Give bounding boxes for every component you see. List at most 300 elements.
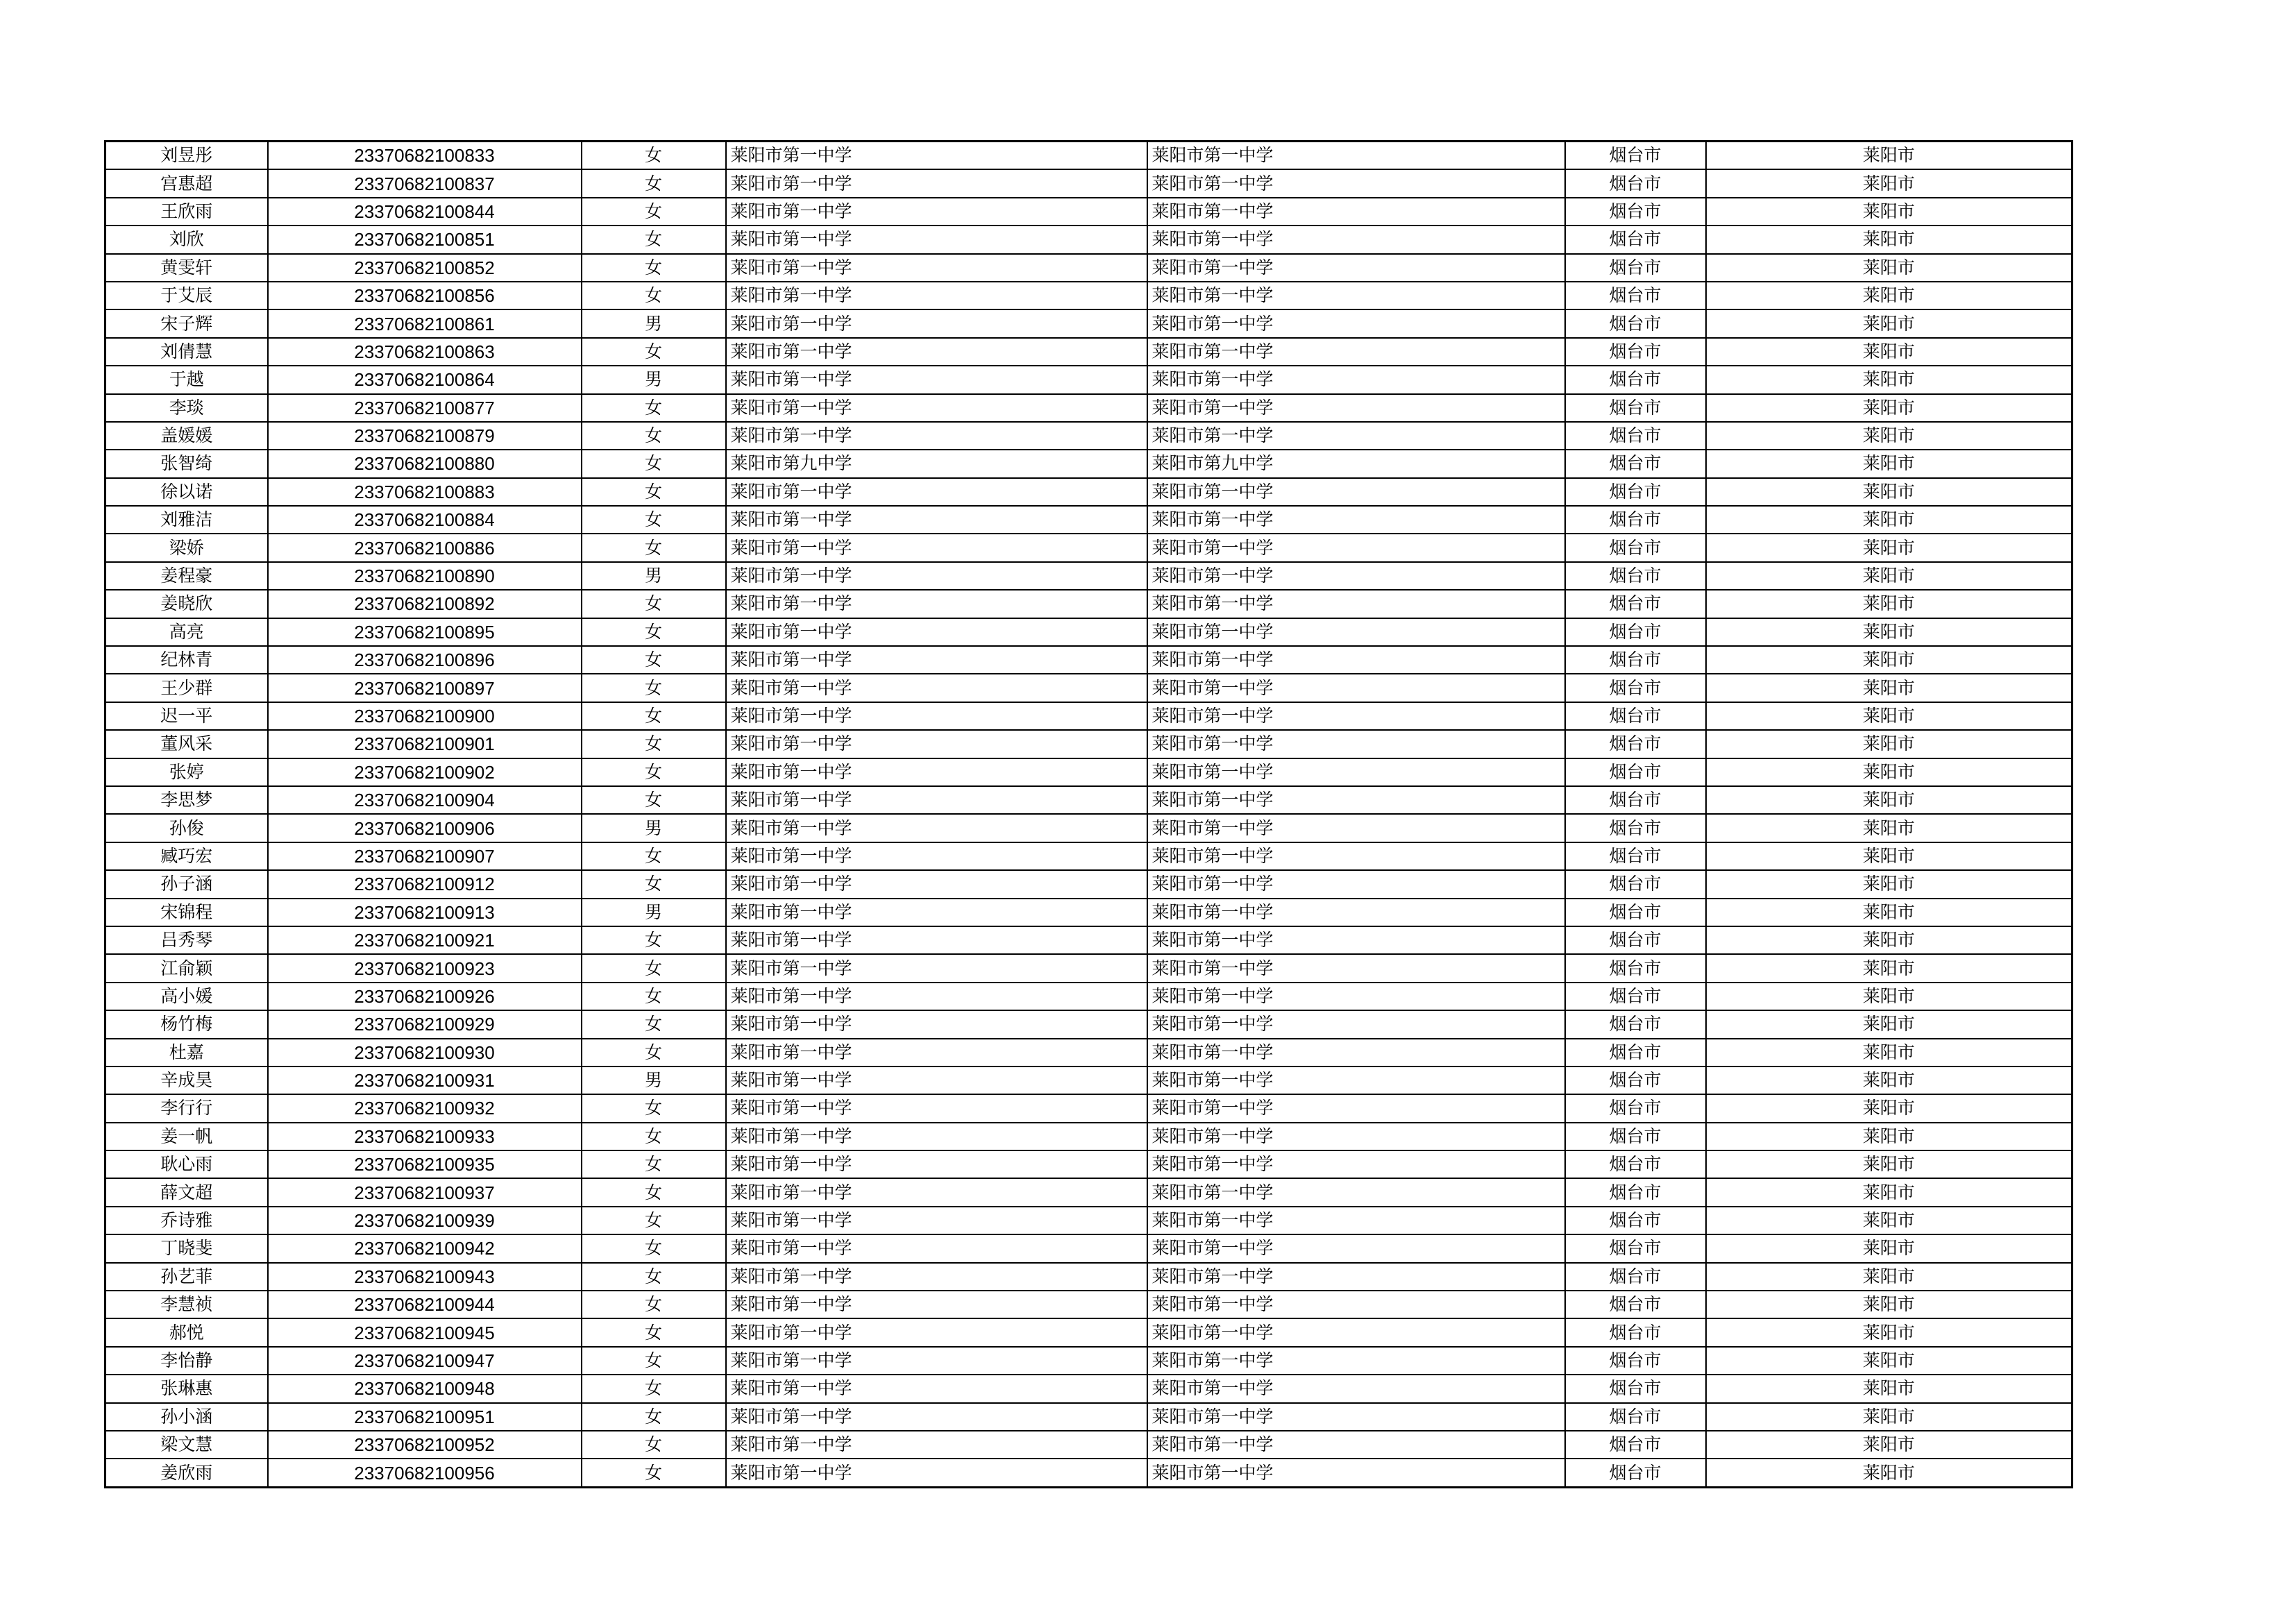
graduating-school-cell: 莱阳市第一中学: [1147, 254, 1565, 282]
gender-cell: 男: [582, 899, 726, 926]
table-row: [105, 1039, 2073, 1067]
student-name-cell: 江俞颖: [105, 954, 268, 982]
student-name-cell: 李思梦: [105, 786, 268, 814]
graduating-school-cell: 莱阳市第一中学: [1147, 983, 1565, 1010]
city-cell: 烟台市: [1565, 1178, 1706, 1206]
school-cell: 莱阳市第一中学: [726, 254, 1147, 282]
exam-number-cell: 23370682100833: [268, 142, 582, 170]
district-cell: 莱阳市: [1706, 983, 2073, 1010]
graduating-school-cell: 莱阳市第一中学: [1147, 1178, 1565, 1206]
student-name-cell: 李行行: [105, 1094, 268, 1122]
student-name-cell: 杨竹梅: [105, 1010, 268, 1038]
table-row: [105, 226, 2073, 253]
city-cell: 烟台市: [1565, 562, 1706, 590]
student-name-cell: 李怡静: [105, 1347, 268, 1375]
table-row: [105, 646, 2073, 674]
school-cell: 莱阳市第一中学: [726, 1431, 1147, 1459]
graduating-school-cell: 莱阳市第一中学: [1147, 674, 1565, 702]
graduating-school-cell: 莱阳市第一中学: [1147, 1375, 1565, 1402]
district-cell: 莱阳市: [1706, 1459, 2073, 1487]
school-cell: 莱阳市第一中学: [726, 309, 1147, 337]
gender-cell: 女: [582, 786, 726, 814]
table-row: [105, 478, 2073, 506]
district-cell: 莱阳市: [1706, 1178, 2073, 1206]
district-cell: 莱阳市: [1706, 198, 2073, 226]
exam-number-cell: 23370682100890: [268, 562, 582, 590]
gender-cell: 女: [582, 1039, 726, 1067]
exam-number-cell: 23370682100956: [268, 1459, 582, 1487]
district-cell: 莱阳市: [1706, 1067, 2073, 1094]
district-cell: 莱阳市: [1706, 366, 2073, 393]
city-cell: 烟台市: [1565, 1067, 1706, 1094]
city-cell: 烟台市: [1565, 1150, 1706, 1178]
gender-cell: 女: [582, 954, 726, 982]
city-cell: 烟台市: [1565, 254, 1706, 282]
exam-number-cell: 23370682100945: [268, 1318, 582, 1346]
district-cell: 莱阳市: [1706, 142, 2073, 170]
city-cell: 烟台市: [1565, 226, 1706, 253]
table-row: [105, 506, 2073, 534]
graduating-school-cell: 莱阳市第一中学: [1147, 309, 1565, 337]
graduating-school-cell: 莱阳市第一中学: [1147, 1067, 1565, 1094]
exam-number-cell: 23370682100886: [268, 534, 582, 561]
graduating-school-cell: 莱阳市第一中学: [1147, 1094, 1565, 1122]
school-cell: 莱阳市第一中学: [726, 786, 1147, 814]
student-name-cell: 孙俊: [105, 814, 268, 842]
exam-number-cell: 23370682100906: [268, 814, 582, 842]
student-name-cell: 辛成昊: [105, 1067, 268, 1094]
table-row: [105, 1178, 2073, 1206]
exam-number-cell: 23370682100851: [268, 226, 582, 253]
table-row: [105, 309, 2073, 337]
table-row: [105, 198, 2073, 226]
student-name-cell: 徐以诺: [105, 478, 268, 506]
exam-number-cell: 23370682100947: [268, 1347, 582, 1375]
graduating-school-cell: 莱阳市第一中学: [1147, 758, 1565, 786]
exam-number-cell: 23370682100883: [268, 478, 582, 506]
student-list-table: [104, 140, 2073, 1488]
graduating-school-cell: 莱阳市第一中学: [1147, 1291, 1565, 1318]
school-cell: 莱阳市第一中学: [726, 394, 1147, 422]
graduating-school-cell: 莱阳市第一中学: [1147, 786, 1565, 814]
city-cell: 烟台市: [1565, 618, 1706, 646]
school-cell: 莱阳市第一中学: [726, 562, 1147, 590]
student-name-cell: 王少群: [105, 674, 268, 702]
table-row: [105, 1010, 2073, 1038]
graduating-school-cell: 莱阳市第一中学: [1147, 1010, 1565, 1038]
exam-number-cell: 23370682100937: [268, 1178, 582, 1206]
exam-number-cell: 23370682100948: [268, 1375, 582, 1402]
school-cell: 莱阳市第一中学: [726, 226, 1147, 253]
city-cell: 烟台市: [1565, 1347, 1706, 1375]
district-cell: 莱阳市: [1706, 1150, 2073, 1178]
graduating-school-cell: 莱阳市第一中学: [1147, 1123, 1565, 1150]
gender-cell: 女: [582, 758, 726, 786]
school-cell: 莱阳市第一中学: [726, 1375, 1147, 1402]
exam-number-cell: 23370682100861: [268, 309, 582, 337]
student-name-cell: 纪林青: [105, 646, 268, 674]
district-cell: 莱阳市: [1706, 842, 2073, 870]
gender-cell: 女: [582, 730, 726, 758]
city-cell: 烟台市: [1565, 422, 1706, 450]
graduating-school-cell: 莱阳市第一中学: [1147, 618, 1565, 646]
city-cell: 烟台市: [1565, 1234, 1706, 1262]
district-cell: 莱阳市: [1706, 478, 2073, 506]
gender-cell: 女: [582, 422, 726, 450]
graduating-school-cell: 莱阳市第一中学: [1147, 954, 1565, 982]
student-name-cell: 刘倩慧: [105, 338, 268, 366]
city-cell: 烟台市: [1565, 506, 1706, 534]
exam-number-cell: 23370682100913: [268, 899, 582, 926]
graduating-school-cell: 莱阳市第一中学: [1147, 1347, 1565, 1375]
school-cell: 莱阳市第九中学: [726, 450, 1147, 477]
district-cell: 莱阳市: [1706, 254, 2073, 282]
student-name-cell: 于艾辰: [105, 282, 268, 309]
student-name-cell: 杜嘉: [105, 1039, 268, 1067]
student-name-cell: 迟一平: [105, 702, 268, 730]
table-row: [105, 1375, 2073, 1402]
school-cell: 莱阳市第一中学: [726, 983, 1147, 1010]
table-row: [105, 1067, 2073, 1094]
graduating-school-cell: 莱阳市第一中学: [1147, 226, 1565, 253]
graduating-school-cell: 莱阳市第一中学: [1147, 730, 1565, 758]
gender-cell: 女: [582, 842, 726, 870]
exam-number-cell: 23370682100952: [268, 1431, 582, 1459]
student-name-cell: 耿心雨: [105, 1150, 268, 1178]
city-cell: 烟台市: [1565, 338, 1706, 366]
student-name-cell: 姜程豪: [105, 562, 268, 590]
student-name-cell: 梁娇: [105, 534, 268, 561]
exam-number-cell: 23370682100912: [268, 870, 582, 898]
school-cell: 莱阳市第一中学: [726, 1459, 1147, 1487]
district-cell: 莱阳市: [1706, 562, 2073, 590]
district-cell: 莱阳市: [1706, 1207, 2073, 1234]
graduating-school-cell: 莱阳市第一中学: [1147, 702, 1565, 730]
gender-cell: 女: [582, 450, 726, 477]
district-cell: 莱阳市: [1706, 1431, 2073, 1459]
exam-number-cell: 23370682100926: [268, 983, 582, 1010]
table-row: [105, 1318, 2073, 1346]
table-row: [105, 1150, 2073, 1178]
exam-number-cell: 23370682100877: [268, 394, 582, 422]
table-row: [105, 282, 2073, 309]
graduating-school-cell: 莱阳市第一中学: [1147, 590, 1565, 618]
district-cell: 莱阳市: [1706, 1094, 2073, 1122]
student-name-cell: 高亮: [105, 618, 268, 646]
graduating-school-cell: 莱阳市第一中学: [1147, 1150, 1565, 1178]
table-row: [105, 1263, 2073, 1291]
student-name-cell: 张婷: [105, 758, 268, 786]
student-name-cell: 薛文超: [105, 1178, 268, 1206]
table-row: [105, 422, 2073, 450]
city-cell: 烟台市: [1565, 730, 1706, 758]
graduating-school-cell: 莱阳市第一中学: [1147, 282, 1565, 309]
school-cell: 莱阳市第一中学: [726, 422, 1147, 450]
gender-cell: 女: [582, 1178, 726, 1206]
school-cell: 莱阳市第一中学: [726, 338, 1147, 366]
school-cell: 莱阳市第一中学: [726, 842, 1147, 870]
school-cell: 莱阳市第一中学: [726, 366, 1147, 393]
school-cell: 莱阳市第一中学: [726, 1234, 1147, 1262]
gender-cell: 男: [582, 814, 726, 842]
exam-number-cell: 23370682100895: [268, 618, 582, 646]
gender-cell: 女: [582, 338, 726, 366]
gender-cell: 女: [582, 394, 726, 422]
gender-cell: 女: [582, 983, 726, 1010]
gender-cell: 女: [582, 1207, 726, 1234]
exam-number-cell: 23370682100935: [268, 1150, 582, 1178]
table-row: [105, 1347, 2073, 1375]
table-row: [105, 366, 2073, 393]
gender-cell: 男: [582, 309, 726, 337]
gender-cell: 女: [582, 1431, 726, 1459]
district-cell: 莱阳市: [1706, 674, 2073, 702]
district-cell: 莱阳市: [1706, 646, 2073, 674]
city-cell: 烟台市: [1565, 954, 1706, 982]
city-cell: 烟台市: [1565, 198, 1706, 226]
table-row: [105, 1094, 2073, 1122]
district-cell: 莱阳市: [1706, 1375, 2073, 1402]
table-row: [105, 562, 2073, 590]
graduating-school-cell: 莱阳市第一中学: [1147, 1039, 1565, 1067]
city-cell: 烟台市: [1565, 169, 1706, 197]
city-cell: 烟台市: [1565, 1010, 1706, 1038]
table-row: [105, 814, 2073, 842]
exam-number-cell: 23370682100892: [268, 590, 582, 618]
table-row: [105, 1459, 2073, 1487]
exam-number-cell: 23370682100856: [268, 282, 582, 309]
student-name-cell: 宋锦程: [105, 899, 268, 926]
school-cell: 莱阳市第一中学: [726, 1263, 1147, 1291]
school-cell: 莱阳市第一中学: [726, 814, 1147, 842]
city-cell: 烟台市: [1565, 309, 1706, 337]
table-row: [105, 899, 2073, 926]
gender-cell: 女: [582, 1010, 726, 1038]
student-name-cell: 姜一帆: [105, 1123, 268, 1150]
student-name-cell: 姜晓欣: [105, 590, 268, 618]
city-cell: 烟台市: [1565, 478, 1706, 506]
district-cell: 莱阳市: [1706, 899, 2073, 926]
exam-number-cell: 23370682100943: [268, 1263, 582, 1291]
graduating-school-cell: 莱阳市第一中学: [1147, 646, 1565, 674]
district-cell: 莱阳市: [1706, 702, 2073, 730]
gender-cell: 女: [582, 198, 726, 226]
city-cell: 烟台市: [1565, 983, 1706, 1010]
school-cell: 莱阳市第一中学: [726, 1403, 1147, 1431]
city-cell: 烟台市: [1565, 394, 1706, 422]
student-name-cell: 盖媛媛: [105, 422, 268, 450]
graduating-school-cell: 莱阳市第一中学: [1147, 1459, 1565, 1487]
school-cell: 莱阳市第一中学: [726, 702, 1147, 730]
exam-number-cell: 23370682100944: [268, 1291, 582, 1318]
student-name-cell: 张智绮: [105, 450, 268, 477]
exam-number-cell: 23370682100844: [268, 198, 582, 226]
city-cell: 烟台市: [1565, 1039, 1706, 1067]
exam-number-cell: 23370682100932: [268, 1094, 582, 1122]
district-cell: 莱阳市: [1706, 954, 2073, 982]
student-name-cell: 李慧祯: [105, 1291, 268, 1318]
school-cell: 莱阳市第一中学: [726, 478, 1147, 506]
district-cell: 莱阳市: [1706, 1263, 2073, 1291]
graduating-school-cell: 莱阳市第一中学: [1147, 1263, 1565, 1291]
city-cell: 烟台市: [1565, 1291, 1706, 1318]
gender-cell: 女: [582, 1094, 726, 1122]
student-name-cell: 黄雯轩: [105, 254, 268, 282]
gender-cell: 女: [582, 1234, 726, 1262]
district-cell: 莱阳市: [1706, 1234, 2073, 1262]
table-row: [105, 842, 2073, 870]
student-name-cell: 孙艺菲: [105, 1263, 268, 1291]
city-cell: 烟台市: [1565, 814, 1706, 842]
city-cell: 烟台市: [1565, 870, 1706, 898]
table-row: [105, 394, 2073, 422]
graduating-school-cell: 莱阳市第一中学: [1147, 899, 1565, 926]
student-name-cell: 刘昱彤: [105, 142, 268, 170]
school-cell: 莱阳市第一中学: [726, 730, 1147, 758]
city-cell: 烟台市: [1565, 646, 1706, 674]
gender-cell: 女: [582, 1459, 726, 1487]
exam-number-cell: 23370682100929: [268, 1010, 582, 1038]
district-cell: 莱阳市: [1706, 926, 2073, 954]
city-cell: 烟台市: [1565, 366, 1706, 393]
table-row: [105, 1123, 2073, 1150]
district-cell: 莱阳市: [1706, 590, 2073, 618]
student-name-cell: 姜欣雨: [105, 1459, 268, 1487]
city-cell: 烟台市: [1565, 590, 1706, 618]
gender-cell: 女: [582, 590, 726, 618]
city-cell: 烟台市: [1565, 1094, 1706, 1122]
school-cell: 莱阳市第一中学: [726, 674, 1147, 702]
district-cell: 莱阳市: [1706, 338, 2073, 366]
gender-cell: 女: [582, 226, 726, 253]
district-cell: 莱阳市: [1706, 814, 2073, 842]
school-cell: 莱阳市第一中学: [726, 1094, 1147, 1122]
city-cell: 烟台市: [1565, 899, 1706, 926]
gender-cell: 女: [582, 1150, 726, 1178]
graduating-school-cell: 莱阳市第一中学: [1147, 1403, 1565, 1431]
table-body: [105, 142, 2073, 1488]
district-cell: 莱阳市: [1706, 1318, 2073, 1346]
exam-number-cell: 23370682100880: [268, 450, 582, 477]
school-cell: 莱阳市第一中学: [726, 1207, 1147, 1234]
district-cell: 莱阳市: [1706, 169, 2073, 197]
student-name-cell: 刘雅洁: [105, 506, 268, 534]
gender-cell: 女: [582, 926, 726, 954]
exam-number-cell: 23370682100933: [268, 1123, 582, 1150]
graduating-school-cell: 莱阳市第一中学: [1147, 506, 1565, 534]
graduating-school-cell: 莱阳市第一中学: [1147, 534, 1565, 561]
district-cell: 莱阳市: [1706, 226, 2073, 253]
city-cell: 烟台市: [1565, 926, 1706, 954]
graduating-school-cell: 莱阳市第一中学: [1147, 478, 1565, 506]
table-row: [105, 1403, 2073, 1431]
student-name-cell: 臧巧宏: [105, 842, 268, 870]
table-row: [105, 786, 2073, 814]
table-row: [105, 758, 2073, 786]
graduating-school-cell: 莱阳市第一中学: [1147, 422, 1565, 450]
district-cell: 莱阳市: [1706, 282, 2073, 309]
table-row: [105, 674, 2073, 702]
gender-cell: 女: [582, 169, 726, 197]
school-cell: 莱阳市第一中学: [726, 1178, 1147, 1206]
student-name-cell: 梁文慧: [105, 1431, 268, 1459]
gender-cell: 男: [582, 562, 726, 590]
school-cell: 莱阳市第一中学: [726, 1318, 1147, 1346]
gender-cell: 女: [582, 646, 726, 674]
school-cell: 莱阳市第一中学: [726, 870, 1147, 898]
school-cell: 莱阳市第一中学: [726, 282, 1147, 309]
exam-number-cell: 23370682100852: [268, 254, 582, 282]
district-cell: 莱阳市: [1706, 758, 2073, 786]
gender-cell: 女: [582, 674, 726, 702]
city-cell: 烟台市: [1565, 1375, 1706, 1402]
school-cell: 莱阳市第一中学: [726, 1150, 1147, 1178]
gender-cell: 女: [582, 282, 726, 309]
exam-number-cell: 23370682100837: [268, 169, 582, 197]
table-row: [105, 983, 2073, 1010]
school-cell: 莱阳市第一中学: [726, 1067, 1147, 1094]
graduating-school-cell: 莱阳市第一中学: [1147, 562, 1565, 590]
city-cell: 烟台市: [1565, 1207, 1706, 1234]
school-cell: 莱阳市第一中学: [726, 1291, 1147, 1318]
city-cell: 烟台市: [1565, 758, 1706, 786]
table-row: [105, 1234, 2073, 1262]
exam-number-cell: 23370682100896: [268, 646, 582, 674]
city-cell: 烟台市: [1565, 534, 1706, 561]
student-name-cell: 董风采: [105, 730, 268, 758]
school-cell: 莱阳市第一中学: [726, 926, 1147, 954]
student-name-cell: 宋子辉: [105, 309, 268, 337]
table-row: [105, 450, 2073, 477]
table-row: [105, 926, 2073, 954]
graduating-school-cell: 莱阳市第一中学: [1147, 1431, 1565, 1459]
exam-number-cell: 23370682100864: [268, 366, 582, 393]
student-name-cell: 李琰: [105, 394, 268, 422]
table-row: [105, 954, 2073, 982]
exam-number-cell: 23370682100902: [268, 758, 582, 786]
gender-cell: 女: [582, 1347, 726, 1375]
city-cell: 烟台市: [1565, 1263, 1706, 1291]
school-cell: 莱阳市第一中学: [726, 198, 1147, 226]
school-cell: 莱阳市第一中学: [726, 1347, 1147, 1375]
student-name-cell: 刘欣: [105, 226, 268, 253]
exam-number-cell: 23370682100900: [268, 702, 582, 730]
table-row: [105, 169, 2073, 197]
school-cell: 莱阳市第一中学: [726, 758, 1147, 786]
city-cell: 烟台市: [1565, 674, 1706, 702]
exam-number-cell: 23370682100942: [268, 1234, 582, 1262]
gender-cell: 女: [582, 870, 726, 898]
gender-cell: 女: [582, 478, 726, 506]
student-name-cell: 高小媛: [105, 983, 268, 1010]
school-cell: 莱阳市第一中学: [726, 1039, 1147, 1067]
exam-number-cell: 23370682100939: [268, 1207, 582, 1234]
table-row: [105, 1431, 2073, 1459]
school-cell: 莱阳市第一中学: [726, 646, 1147, 674]
district-cell: 莱阳市: [1706, 1010, 2073, 1038]
gender-cell: 女: [582, 142, 726, 170]
table-row: [105, 142, 2073, 170]
graduating-school-cell: 莱阳市第一中学: [1147, 1207, 1565, 1234]
city-cell: 烟台市: [1565, 1459, 1706, 1487]
city-cell: 烟台市: [1565, 786, 1706, 814]
city-cell: 烟台市: [1565, 842, 1706, 870]
exam-number-cell: 23370682100907: [268, 842, 582, 870]
school-cell: 莱阳市第一中学: [726, 1123, 1147, 1150]
exam-number-cell: 23370682100931: [268, 1067, 582, 1094]
table-row: [105, 254, 2073, 282]
graduating-school-cell: 莱阳市第一中学: [1147, 926, 1565, 954]
